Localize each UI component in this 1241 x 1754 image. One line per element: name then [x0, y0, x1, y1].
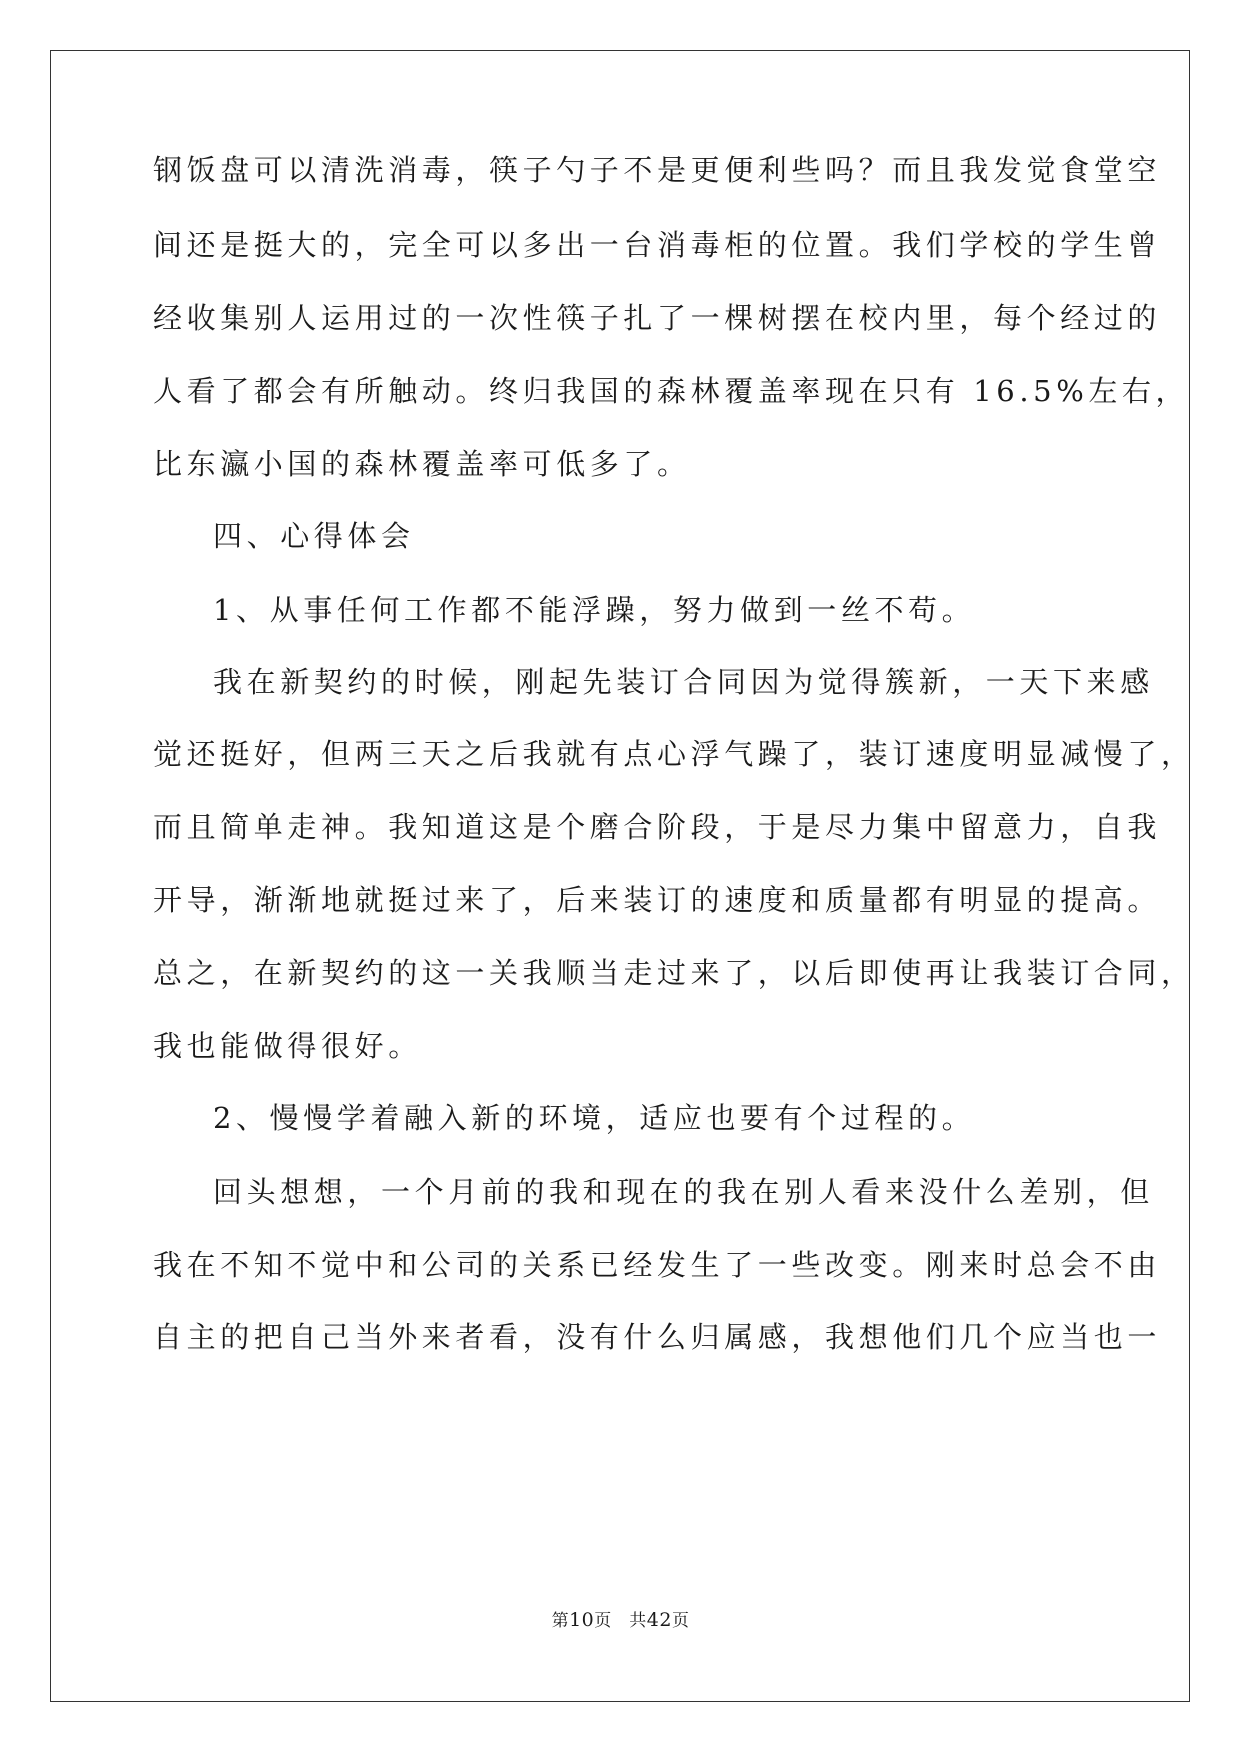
footer-middle: 页 共 [594, 1611, 647, 1631]
text-line: 间还是挺大的，完全可以多出一台消毒柜的位置。我们学校的学生曾 [153, 228, 1162, 262]
page-footer [0, 1608, 1241, 1633]
text-line: 总之，在新契约的这一关我顺当走过来了，以后即使再让我装订合同， [153, 956, 1195, 990]
section-heading: 四、心得体会 [213, 519, 415, 553]
text-line: 而且简单走神。我知道这是个磨合阶段，于是尽力集中留意力，自我 [153, 810, 1162, 844]
text-line: 经收集别人运用过的一次性筷子扎了一棵树摆在校内里，每个经过的 [153, 301, 1162, 335]
text-line: 我在新契约的时候，刚起先装订合同因为觉得簇新，一天下来感 [213, 665, 1154, 699]
text-line: 比东瀛小国的森林覆盖率可低多了。 [153, 447, 691, 481]
point-heading: 2、慢慢学着融入新的环境，适应也要有个过程的。 [213, 1101, 976, 1135]
text-line: 钢饭盘可以清洗消毒，筷子勺子不是更便利些吗？而且我发觉食堂空 [153, 153, 1162, 187]
text-line: 觉还挺好，但两三天之后我就有点心浮气躁了，装订速度明显减慢了， [153, 737, 1195, 771]
point-heading: 1、从事任何工作都不能浮躁，努力做到一丝不苟。 [213, 593, 976, 627]
total-page-count: 42 [646, 1609, 672, 1631]
current-page-number: 10 [569, 1609, 595, 1631]
text-line: 我也能做得很好。 [153, 1029, 422, 1063]
footer-prefix: 第 [551, 1611, 570, 1631]
text-line: 开导，渐渐地就挺过来了，后来装订的速度和质量都有明显的提高。 [153, 883, 1162, 917]
text-line: 我在不知不觉中和公司的关系已经发生了一些改变。刚来时总会不由 [153, 1248, 1162, 1282]
text-line: 人看了都会有所触动。终归我国的森林覆盖率现在只有 16.5%左右， [153, 374, 1190, 408]
text-line: 回头想想，一个月前的我和现在的我在别人看来没什么差别，但 [213, 1175, 1154, 1209]
footer-suffix: 页 [671, 1611, 690, 1631]
text-line: 自主的把自己当外来者看，没有什么归属感，我想他们几个应当也一 [153, 1320, 1162, 1354]
